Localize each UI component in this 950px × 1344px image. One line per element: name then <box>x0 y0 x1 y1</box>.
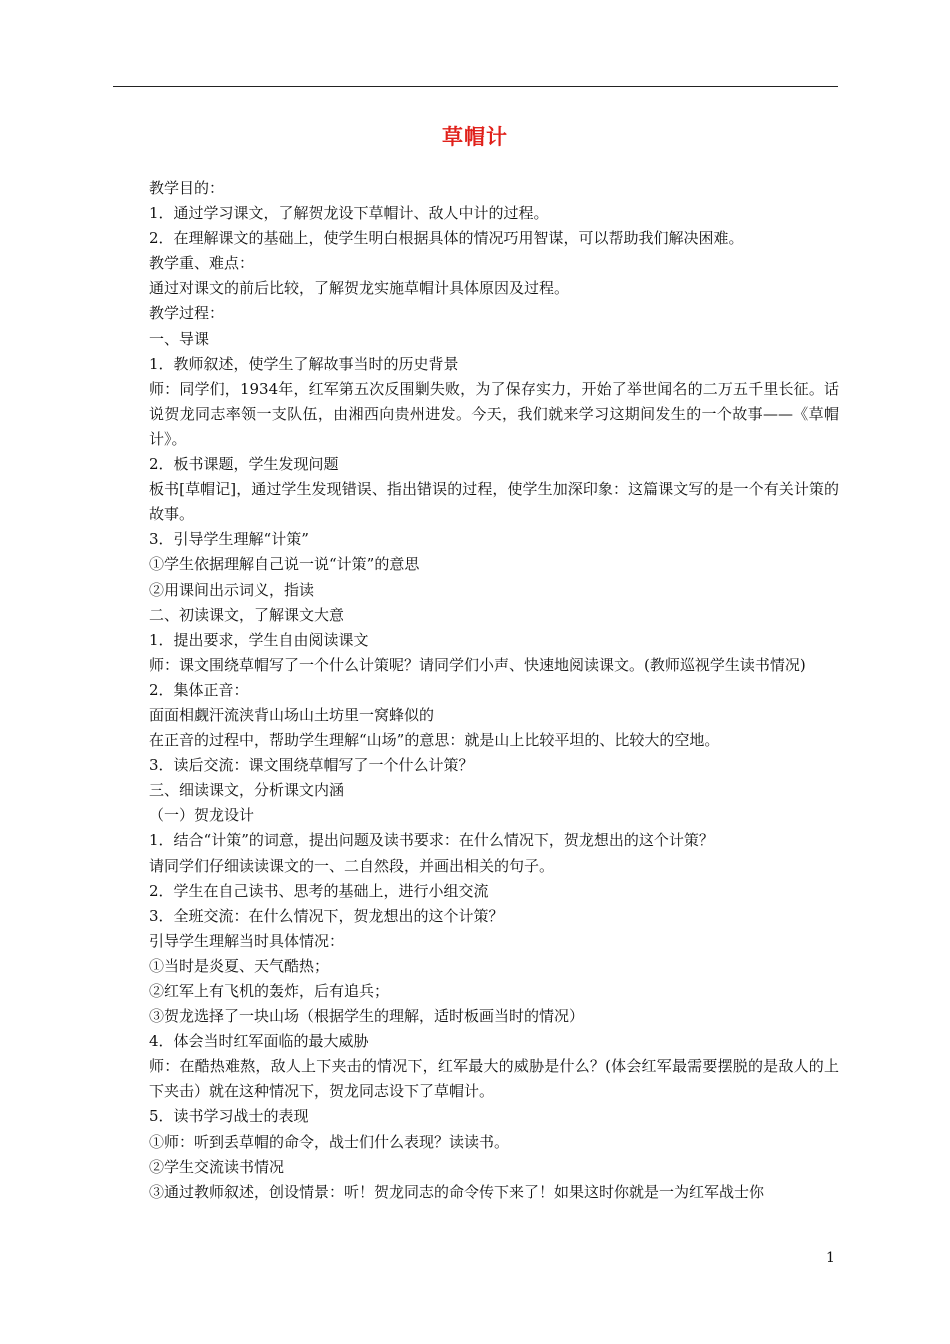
text-line: 教学重、难点： <box>149 254 255 273</box>
paragraph: 师：在酷热难熬，敌人上下夹击的情况下，红军最大的威胁是什么？(体会红军最需要摆脱的是敌人的上下夹击）就在这种情况下，贺龙同志设下了草帽计。 <box>149 1057 839 1101</box>
text-line: ①当时是炎夏、天气酷热； <box>149 956 330 975</box>
text-line: ②用课间出示词义，指读 <box>149 580 315 599</box>
paragraph: 师：同学们，1934年，红军第五次反围剿失败，为了保存实力，开始了举世闻名的二万五千里长征。话说贺龙同志率领一支队伍，由湘西向贵州进发。今天，我们就来学习这期间发生的一个故事——《草帽计》。 <box>149 379 839 448</box>
text-line: ②学生交流读书情况 <box>149 1157 285 1176</box>
text-line: ②红军上有飞机的轰炸，后有追兵； <box>149 982 390 1000</box>
text-line: 引导学生理解当时具体情况： <box>149 931 345 950</box>
text-line: 5．读书学习战士的表现 <box>149 1107 309 1126</box>
text-line: ①师：听到丢草帽的命令，战士们什么表现？读读书。 <box>149 1132 510 1151</box>
document-body <box>149 176 839 1205</box>
text-line: 教学目的： <box>149 179 225 197</box>
text-line: 在正音的过程中，帮助学生理解“山场”的意思：就是山上比较平坦的、比较大的空地。 <box>149 731 720 750</box>
header-rule <box>113 86 838 87</box>
text-line: 教学过程： <box>149 304 225 323</box>
text-line: 1．通过学习课文，了解贺龙设下草帽计、敌人中计的过程。 <box>149 204 549 223</box>
text-line: 1．结合“计策”的词意，提出问题及读书要求：在什么情况下，贺龙想出的这个计策？ <box>149 831 714 850</box>
paragraph: 师：课文围绕草帽写了一个什么计策呢？请同学们小声、快速地阅读课文。(教师巡视学生读书情况) <box>149 655 806 674</box>
text-line: 1．教师叙述，使学生了解故事当时的历史背景 <box>149 354 459 373</box>
page-title: 草帽计 <box>442 125 508 149</box>
text-line: 一、导课 <box>149 329 210 348</box>
text-line: 1．提出要求，学生自由阅读课文 <box>149 630 369 649</box>
paragraph: 板书[草帽记]，通过学生发现错误、指出错误的过程，使学生加深印象：这篇课文写的是一个有关计策的故事。 <box>149 480 839 524</box>
text-line: 3．引导学生理解“计策” <box>149 530 309 549</box>
text-line: 3．全班交流：在什么情况下，贺龙想出的这个计策？ <box>149 906 504 925</box>
text-line: ①学生依据理解自己说一说“计策”的意思 <box>149 555 420 574</box>
text-line: 2．板书课题，学生发现问题 <box>149 455 339 474</box>
text-line: 2．集体正音： <box>149 680 249 699</box>
page-number: 1 <box>826 1250 835 1266</box>
text-line: 面面相觑汗流浃背山场山土坊里一窝蜂似的 <box>149 705 435 724</box>
text-line: ③贺龙选择了一块山场（根据学生的理解，适时板画当时的情况） <box>149 1007 585 1026</box>
text-line: ③通过教师叙述，创设情景：听！贺龙同志的命令传下来了！如果这时你就是一为红军战士你 <box>149 1182 765 1201</box>
text-line: 3．读后交流：课文围绕草帽写了一个什么计策？ <box>149 756 474 775</box>
text-line: 通过对课文的前后比较，了解贺龙实施草帽计具体原因及过程。 <box>149 279 570 298</box>
text-line: 二、初读课文，了解课文大意 <box>149 605 345 624</box>
text-line: 4．体会当时红军面临的最大威胁 <box>149 1032 369 1051</box>
text-line: 三、细读课文，分析课文内涵 <box>149 781 345 800</box>
text-line: （一）贺龙设计 <box>149 806 255 825</box>
text-line: 2．学生在自己读书、思考的基础上，进行小组交流 <box>149 881 489 900</box>
text-line: 2．在理解课文的基础上，使学生明白根据具体的情况巧用智谋，可以帮助我们解决困难。 <box>149 229 744 248</box>
text-line: 请同学们仔细读读课文的一、二自然段，并画出相关的句子。 <box>149 856 555 875</box>
